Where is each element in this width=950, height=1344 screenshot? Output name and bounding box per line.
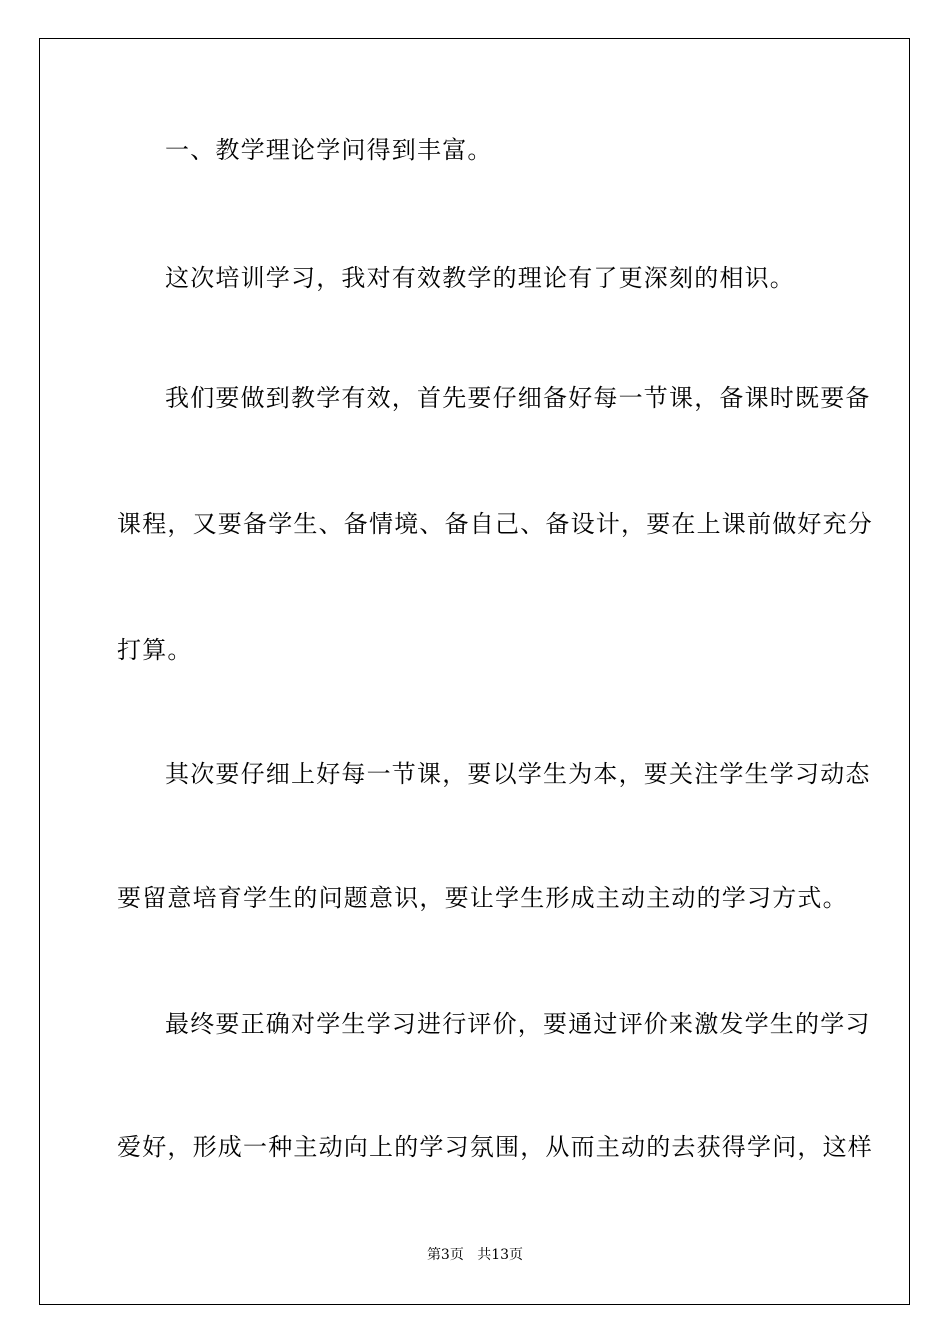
paragraph-line: 其次要仔细上好每一节课，要以学生为本，要关注学生学习动态 (165, 760, 871, 788)
paragraph-line: 爱好，形成一种主动向上的学习氛围，从而主动的去获得学问，这样 (117, 1133, 873, 1161)
page-footer (0, 1246, 950, 1264)
paragraph-line: 要留意培育学生的问题意识，要让学生形成主动主动的学习方式。 (117, 884, 848, 912)
page-border (39, 38, 910, 1305)
paragraph-line: 课程，又要备学生、备情境、备自己、备设计，要在上课前做好充分 (117, 510, 873, 538)
paragraph-line: 最终要正确对学生学习进行评价，要通过评价来激发学生的学习 (165, 1010, 871, 1038)
page-total: 共13页 (477, 1247, 524, 1263)
paragraph-line: 我们要做到教学有效，首先要仔细备好每一节课，备课时既要备 (165, 384, 871, 412)
paragraph-line: 打算。 (117, 636, 193, 664)
page-number: 第3页 (426, 1247, 464, 1263)
paragraph-line: 这次培训学习，我对有效教学的理论有了更深刻的相识。 (165, 264, 795, 292)
section-heading: 一、教学理论学问得到丰富。 (165, 136, 493, 164)
